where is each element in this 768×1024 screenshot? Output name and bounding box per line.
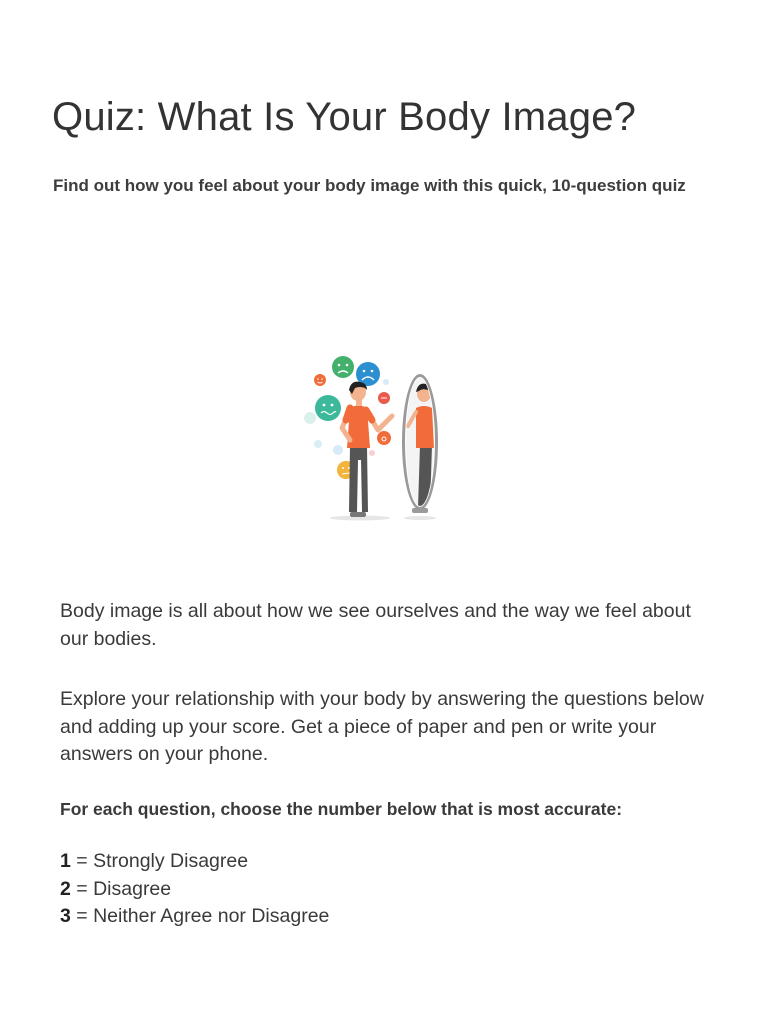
answer-scale-list	[60, 848, 329, 931]
scale-number: 2	[60, 877, 71, 900]
scale-number: 1	[60, 850, 71, 872]
scale-number: 3	[60, 905, 71, 927]
scale-label: = Strongly Disagree	[76, 850, 249, 872]
scale-label: = Disagree	[76, 877, 172, 900]
scale-item	[60, 876, 329, 904]
page-title: Quiz: What Is Your Body Image?	[52, 95, 637, 139]
person-mirror-emotions-icon	[300, 350, 445, 525]
scale-item	[60, 848, 329, 876]
scale-label: = Neither Agree nor Disagree	[76, 905, 330, 927]
instruction-text: For each question, choose the number below that is most accurate:	[60, 799, 623, 819]
scale-item	[60, 903, 329, 931]
page-subtitle: Find out how you feel about your body image with this quick, 10-question quiz	[53, 176, 686, 195]
intro-paragraph-2: Explore your relationship with your body by answering the questions below and adding up your score. Get a piece of paper and pen or write your answers on your phone.	[60, 688, 704, 765]
intro-paragraph-1: Body image is all about how we see ourselves and the way we feel about our bodies.	[60, 600, 691, 650]
